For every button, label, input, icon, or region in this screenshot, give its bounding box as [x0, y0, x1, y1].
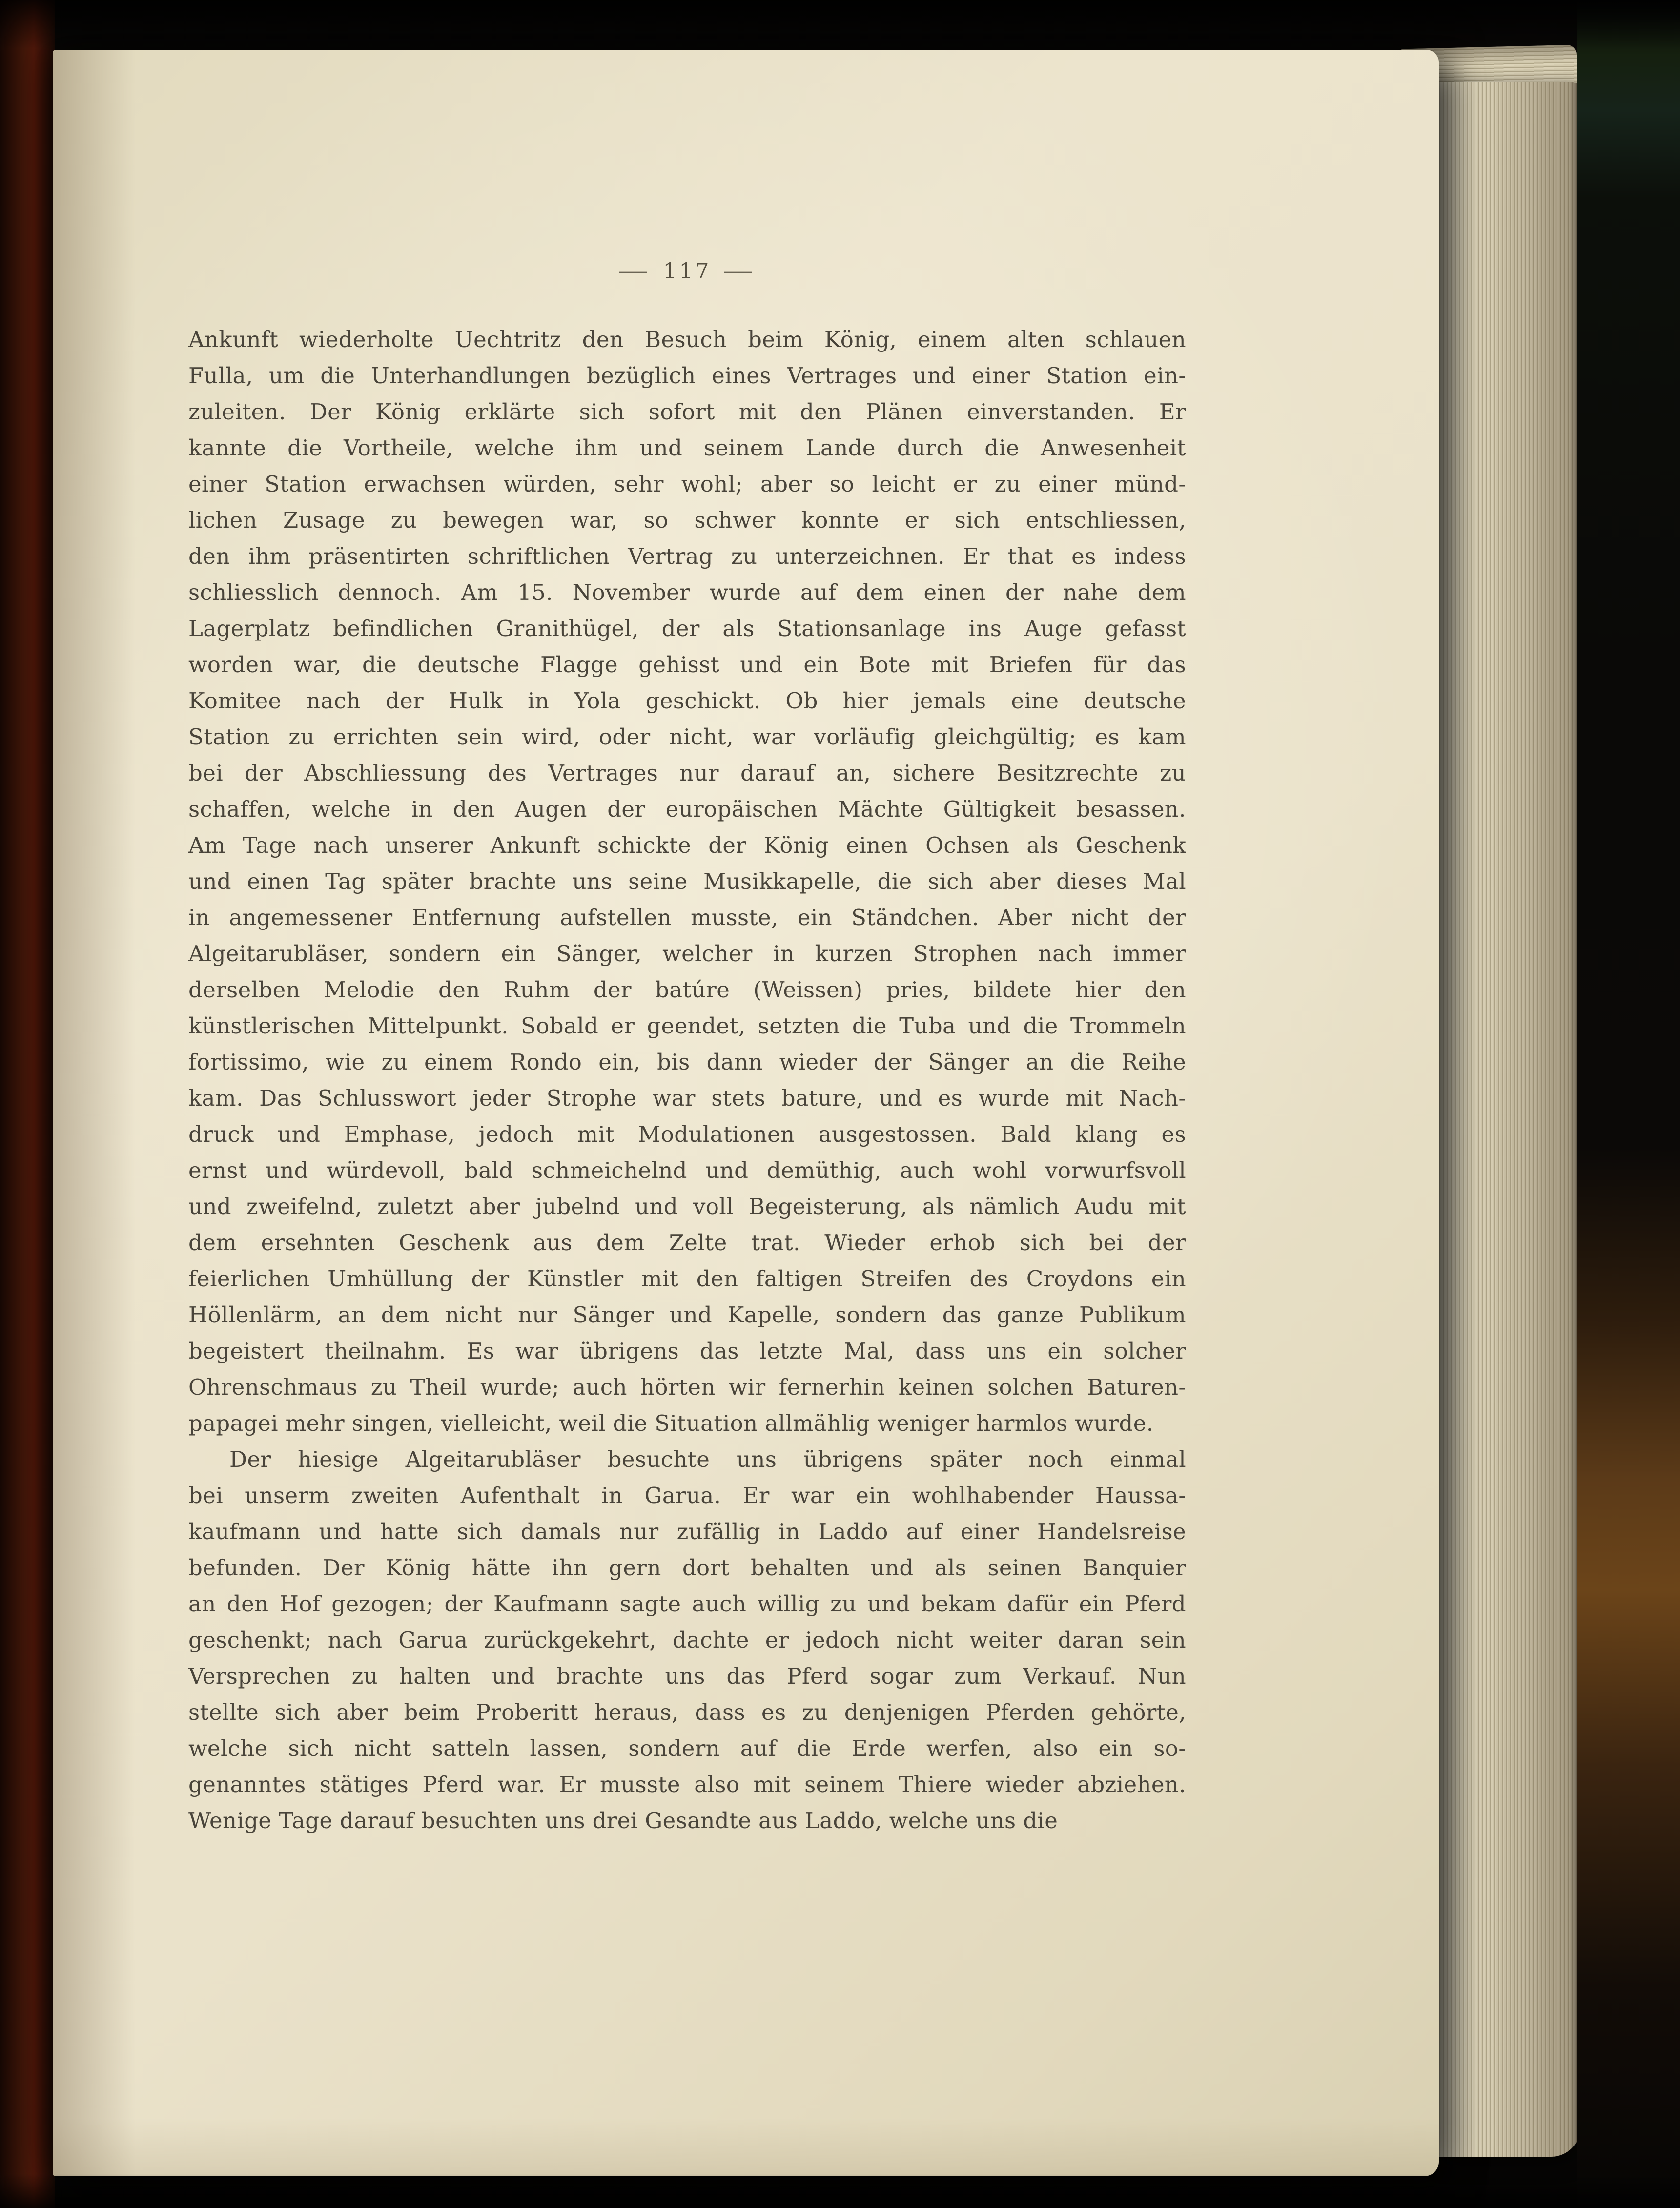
page-bottom-shadow [53, 2118, 1439, 2176]
text-line: befunden. Der König hätte ihn gern dort behalten und als seinen Banquier [188, 1555, 1186, 1581]
text-line: Versprechen zu halten und brachte uns das Pferd sogar zum Verkauf. Nun [188, 1663, 1186, 1689]
text-line: druck und Emphase, jedoch mit Modulationen ausgestossen. Bald klang es [188, 1121, 1186, 1147]
text-line: genanntes stätiges Pferd war. Er musste also mit seinem Thiere wieder abziehen. [188, 1772, 1186, 1797]
text-line: in angemessener Entfernung aufstellen musste, ein Ständchen. Aber nicht der [188, 905, 1186, 930]
header-ornament-right: — [723, 259, 757, 284]
text-line: Komitee nach der Hulk in Yola geschickt. Ob hier jemals eine deutsche [188, 688, 1186, 714]
text-line: kannte die Vortheile, welche ihm und seinem Lande durch die Anwesenheit [188, 435, 1186, 461]
text-line: Station zu errichten sein wird, oder nicht, war vorläufig gleichgültig; es kam [188, 724, 1186, 750]
text-line: worden war, die deutsche Flagge gehisst und ein Bote mit Briefen für das [188, 652, 1186, 678]
text-line: Ankunft wiederholte Uechtritz den Besuch beim König, einem alten schlauen [188, 327, 1186, 352]
text-line: ernst und würdevoll, bald schmeichelnd und demüthig, auch wohl vorwurfsvoll [188, 1157, 1186, 1183]
text-line: welche sich nicht satteln lassen, sondern auf die Erde werfen, also ein so- [188, 1735, 1186, 1761]
text-block [188, 259, 1186, 1839]
text-line: begeistert theilnahm. Es war übrigens das letzte Mal, dass uns ein solcher [188, 1338, 1186, 1364]
text-line: künstlerischen Mittelpunkt. Sobald er geendet, setzten die Tuba und die Trommeln [188, 1013, 1186, 1039]
text-line: Der hiesige Algeitarubläser besuchte uns übrigens später noch einmal [229, 1446, 1186, 1472]
text-line: fortissimo, wie zu einem Rondo ein, bis dann wieder der Sänger an die Reihe [188, 1049, 1186, 1075]
text-line: Ohrenschmaus zu Theil wurde; auch hörten wir fernerhin keinen solchen Baturen- [188, 1374, 1186, 1400]
text-line: schliesslich dennoch. Am 15. November wurde auf dem einen der nahe dem [188, 579, 1186, 605]
paragraph [188, 322, 1186, 1442]
paragraph [188, 1442, 1186, 1839]
page-header [188, 259, 1186, 284]
text-line: Lagerplatz befindlichen Granithügel, der als Stationsanlage ins Auge gefasst [188, 616, 1186, 641]
page-text [188, 322, 1186, 1839]
text-line: Höllenlärm, an dem nicht nur Sänger und Kapelle, sondern das ganze Publikum [188, 1302, 1186, 1328]
text-line: feierlichen Umhüllung der Künstler mit den faltigen Streifen des Croydons ein [188, 1266, 1186, 1292]
bottom-vignette [0, 2174, 1680, 2208]
text-line: bei der Abschliessung des Vertrages nur darauf an, sichere Besitzrechte zu [188, 760, 1186, 786]
book-cover-right [1577, 0, 1680, 2208]
text-line: Am Tage nach unserer Ankunft schickte der König einen Ochsen als Geschenk [188, 832, 1186, 858]
page-stack-fore-edge [1438, 82, 1580, 2157]
header-ornament-left: — [617, 259, 652, 284]
text-line: zuleiten. Der König erklärte sich sofort mit den Plänen einverstanden. Er [188, 399, 1186, 425]
text-line: lichen Zusage zu bewegen war, so schwer konnte er sich entschliessen, [188, 507, 1186, 533]
book-page [53, 50, 1439, 2176]
text-line: und zweifelnd, zuletzt aber jubelnd und voll Begeisterung, als nämlich Audu mit [188, 1194, 1186, 1219]
text-line: Wenige Tage darauf besuchten uns drei Gesandte aus Laddo, welche uns die [188, 1808, 1058, 1834]
text-line: geschenkt; nach Garua zurückgekehrt, dachte er jedoch nicht weiter daran sein [188, 1627, 1186, 1653]
text-line: Algeitarubläser, sondern ein Sänger, welcher in kurzen Strophen nach immer [188, 941, 1186, 967]
text-line: den ihm präsentirten schriftlichen Vertrag zu unterzeichnen. Er that es indess [188, 543, 1186, 569]
text-line: papagei mehr singen, vielleicht, weil die Situation allmählig weniger harmlos wurde. [188, 1410, 1154, 1436]
text-line: kaufmann und hatte sich damals nur zufällig in Laddo auf einer Handelsreise [188, 1519, 1186, 1545]
text-line: kam. Das Schlusswort jeder Strophe war stets bature, und es wurde mit Nach- [188, 1085, 1186, 1111]
gutter-shadow [53, 50, 136, 2176]
text-line: schaffen, welche in den Augen der europäischen Mächte Gültigkeit besassen. [188, 796, 1186, 822]
book-cover-left-edge [0, 0, 55, 2208]
top-vignette [0, 0, 1680, 49]
text-line: einer Station erwachsen würden, sehr wohl; aber so leicht er zu einer münd- [188, 471, 1186, 497]
text-line: an den Hof gezogen; der Kaufmann sagte auch willig zu und bekam dafür ein Pferd [188, 1591, 1186, 1617]
page-number: 117 [663, 259, 712, 284]
text-line: und einen Tag später brachte uns seine Musikkapelle, die sich aber dieses Mal [188, 868, 1186, 894]
text-line: derselben Melodie den Ruhm der batúre (Weissen) pries, bildete hier den [188, 977, 1186, 1003]
text-line: Fulla, um die Unterhandlungen bezüglich eines Vertrages und einer Station ein- [188, 363, 1186, 389]
text-line: dem ersehnten Geschenk aus dem Zelte trat. Wieder erhob sich bei der [188, 1230, 1186, 1256]
text-line: bei unserm zweiten Aufenthalt in Garua. Er war ein wohlhabender Haussa- [188, 1483, 1186, 1508]
text-line: stellte sich aber beim Proberitt heraus, dass es zu denjenigen Pferden gehörte, [188, 1699, 1186, 1725]
